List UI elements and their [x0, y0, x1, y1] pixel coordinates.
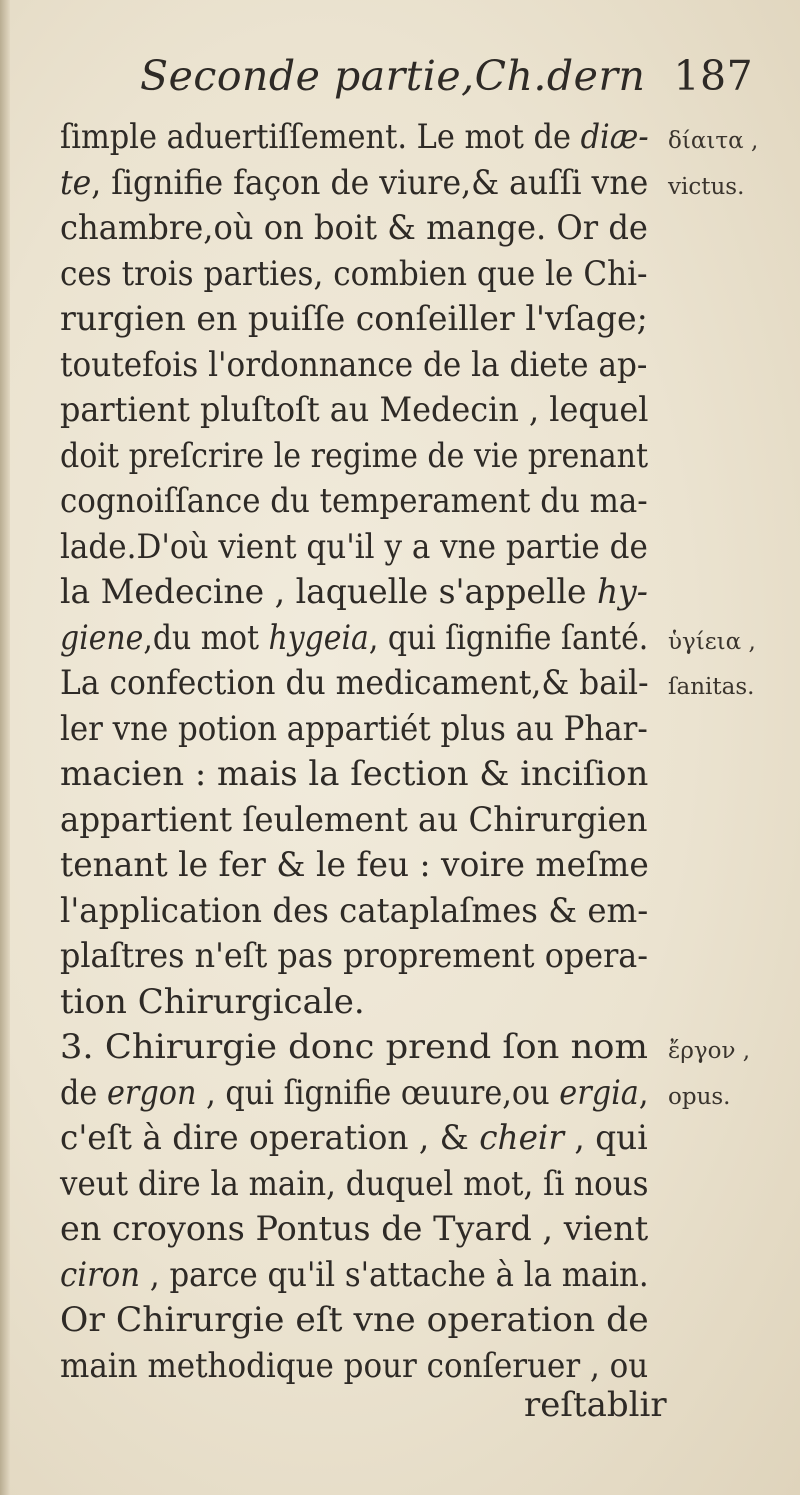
text-run: , ſignifie façon de viure,& auſſi vne: [91, 162, 649, 203]
text-line: [60, 936, 649, 976]
text-line: [60, 663, 649, 703]
text-run: doit preſcrire le regime de vie prenant: [60, 435, 649, 476]
text-run: veut dire la main, duquel mot, ſi nous: [60, 1163, 649, 1204]
italic-word: hy-: [596, 572, 648, 612]
text-run: l'application des cataplaſmes & em-: [60, 890, 649, 931]
text-run: macien : mais la ſection & inciſion: [60, 754, 649, 794]
text-line: [60, 890, 649, 931]
italic-word: diæ-: [580, 117, 649, 157]
text-run: 3. Chirurgie donc prend ſon nom: [60, 1027, 648, 1067]
text-run: main methodique pour conſeruer , ou: [60, 1345, 649, 1386]
text-run: plaſtres n'eſt pas proprement opera-: [60, 936, 649, 976]
text-run: appartient ſeulement au Chirurgien: [60, 799, 648, 840]
text-run: , qui ſignifie ſanté.: [368, 617, 649, 658]
text-line: [60, 344, 648, 385]
text-run: tenant le fer & le feu : voire meſme: [60, 845, 649, 885]
text-run: La confection du medicament,& bail-: [60, 663, 649, 703]
italic-word: cheir: [479, 1118, 565, 1158]
text-run: ler vne potion appartiét plus au Phar-: [60, 708, 648, 749]
text-line: [60, 208, 648, 248]
text-run: partient pluſtoſt au Medecin , lequel: [60, 390, 649, 430]
text-run: ,du mot: [143, 617, 269, 658]
text-run: , qui ſignifie œuure,ou: [196, 1072, 560, 1113]
text-line: [60, 1209, 649, 1249]
text-line: [60, 1027, 648, 1067]
italic-word: ergia: [559, 1072, 639, 1113]
text-run: toutefois l'ordonnance de la diete ap-: [60, 344, 648, 385]
text-line: [60, 845, 649, 885]
italic-word: ciron: [60, 1254, 141, 1295]
text-line: [60, 617, 649, 658]
page-gutter: [0, 0, 10, 1495]
italic-word: ergon: [106, 1072, 197, 1113]
text-run: cognoiſſance du temperament du ma-: [60, 481, 648, 521]
text-run: rurgien en puiſſe conſeiller l'vſage;: [60, 299, 648, 339]
text-run: c'eſt à dire operation , &: [60, 1118, 480, 1158]
italic-word: te: [60, 162, 92, 203]
text-line: [60, 299, 648, 339]
text-line: [60, 1118, 648, 1158]
italic-word: hygeia: [268, 617, 369, 658]
header-title: Seconde partie,Ch.dern: [140, 52, 646, 100]
text-line: [60, 390, 649, 430]
text-run: ,: [638, 1072, 649, 1113]
text-run: lade.D'où vient qu'il y a vne partie de: [60, 526, 648, 567]
catchword: reſtablir: [524, 1385, 667, 1425]
text-line: [60, 162, 649, 203]
italic-word: giene: [60, 617, 144, 658]
text-line: [60, 572, 648, 612]
text-run: tion Chirurgicale.: [60, 981, 365, 1022]
text-line: [60, 1345, 649, 1386]
text-line: [60, 1072, 649, 1113]
text-run: la Medecine , laquelle s'appelle: [60, 572, 597, 612]
text-line: [60, 435, 649, 476]
text-run: de: [60, 1072, 107, 1113]
text-line: [60, 1163, 649, 1204]
margin-gloss: victus.: [668, 173, 745, 200]
margin-gloss: opus.: [668, 1083, 731, 1110]
margin-gloss: δίαιτα ,: [668, 128, 759, 154]
text-line: [60, 1254, 649, 1295]
text-run: , parce qu'il s'attache à la main.: [140, 1254, 649, 1295]
text-line: [60, 981, 365, 1022]
text-run: chambre,où on boit & mange. Or de: [60, 208, 648, 248]
text-run: ces trois parties, combien que le Chi-: [60, 253, 648, 294]
margin-gloss: ἔργον ,: [668, 1038, 751, 1064]
text-line: [60, 1300, 649, 1340]
running-header: [140, 52, 753, 100]
text-run: en croyons Pontus de Tyard , vient: [60, 1209, 649, 1249]
text-run: Or Chirurgie eſt vne operation de: [60, 1300, 649, 1340]
text-line: [60, 526, 648, 567]
margin-gloss: ſanitas.: [668, 674, 755, 700]
text-run: ſimple aduertiſſement. Le mot de: [60, 117, 581, 157]
page-number: 187: [673, 52, 754, 100]
text-line: [60, 117, 649, 157]
text-line: [60, 708, 648, 749]
text-line: [60, 481, 648, 521]
text-run: , qui: [564, 1118, 648, 1158]
text-line: [60, 799, 648, 840]
margin-gloss: ὑγίεια ,: [668, 628, 756, 655]
text-line: [60, 253, 648, 294]
text-line: [60, 754, 649, 794]
